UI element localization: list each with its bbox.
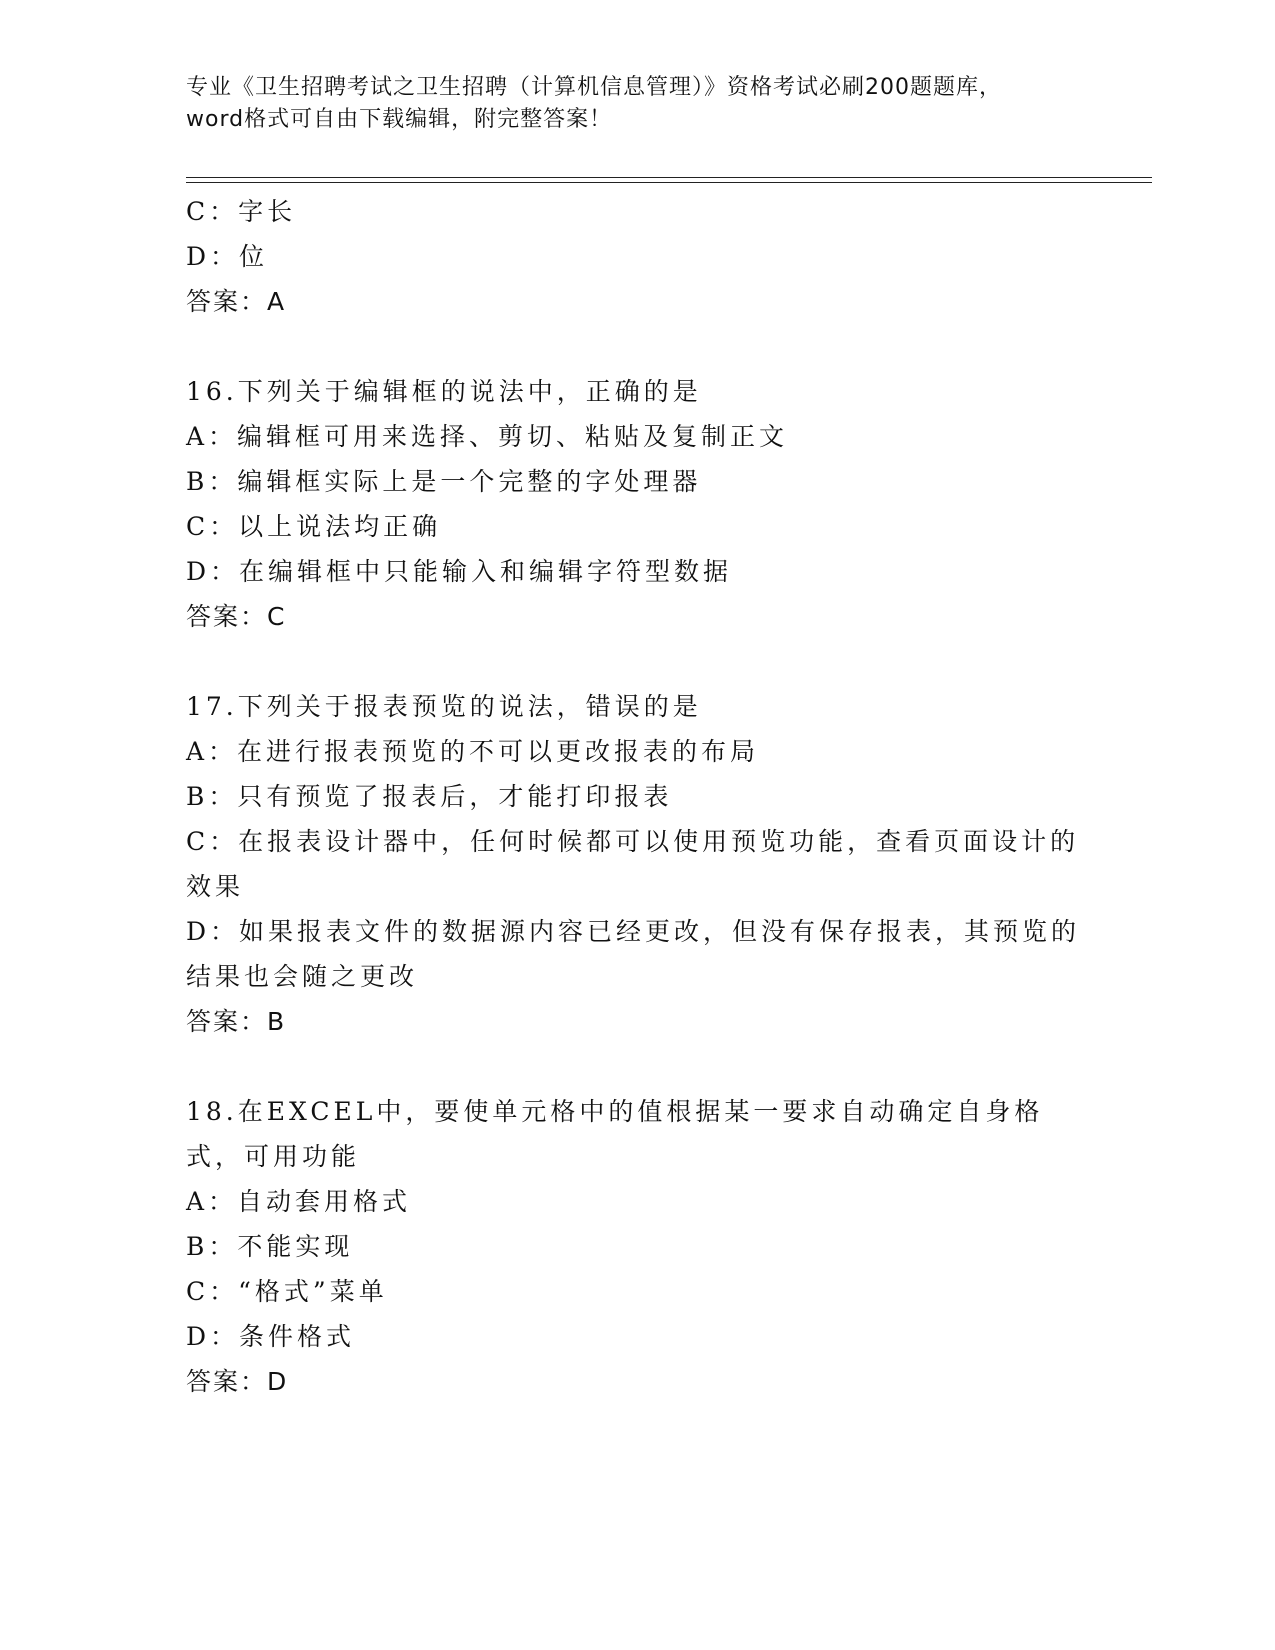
option-d: D：在编辑框中只能输入和编辑字符型数据 [186,557,733,586]
spacer [186,324,1086,369]
option-c: C：字长 [186,197,297,226]
header-line-2: word格式可自由下载编辑，附完整答案！ [186,107,613,132]
header-line-1: 专业《卫生招聘考试之卫生招聘（计算机信息管理）》资格考试必刷200题题库， [186,75,1002,100]
question-17 [186,684,1086,1044]
option-b: B：只有预览了报表后，才能打印报表 [186,782,673,811]
answer-line: 答案：D [186,1367,289,1396]
question-fragment [186,189,1086,324]
question-18 [186,1089,1086,1404]
option-d: D：如果报表文件的数据源内容已经更改，但没有保存报表，其预览的结果也会随之更改 [186,917,1081,991]
question-stem: 18.在EXCEL中，要使单元格中的值根据某一要求自动确定自身格式，可用功能 [186,1097,1044,1171]
option-d: D：位 [186,242,269,271]
option-b: B：不能实现 [186,1232,354,1261]
document-header [186,72,1086,136]
header-divider-bottom [186,182,1152,183]
option-c: C：“格式”菜单 [186,1277,388,1306]
question-stem: 17.下列关于报表预览的说法，错误的是 [186,692,702,721]
spacer [186,639,1086,684]
header-divider-top [186,177,1152,178]
option-a: A：在进行报表预览的不可以更改报表的布局 [186,737,760,766]
option-b: B：编辑框实际上是一个完整的字处理器 [186,467,702,496]
option-a: A：编辑框可用来选择、剪切、粘贴及复制正文 [186,422,789,451]
option-c: C：在报表设计器中，任何时候都可以使用预览功能，查看页面设计的效果 [186,827,1080,901]
question-list [186,189,1086,1404]
option-c: C：以上说法均正确 [186,512,442,541]
question-16 [186,369,1086,639]
option-a: A：自动套用格式 [186,1187,412,1216]
answer-line: 答案：A [186,287,287,316]
option-d: D：条件格式 [186,1322,356,1351]
question-stem: 16.下列关于编辑框的说法中，正确的是 [186,377,702,406]
spacer [186,1044,1086,1089]
answer-line: 答案：C [186,602,287,631]
answer-line: 答案：B [186,1007,287,1036]
